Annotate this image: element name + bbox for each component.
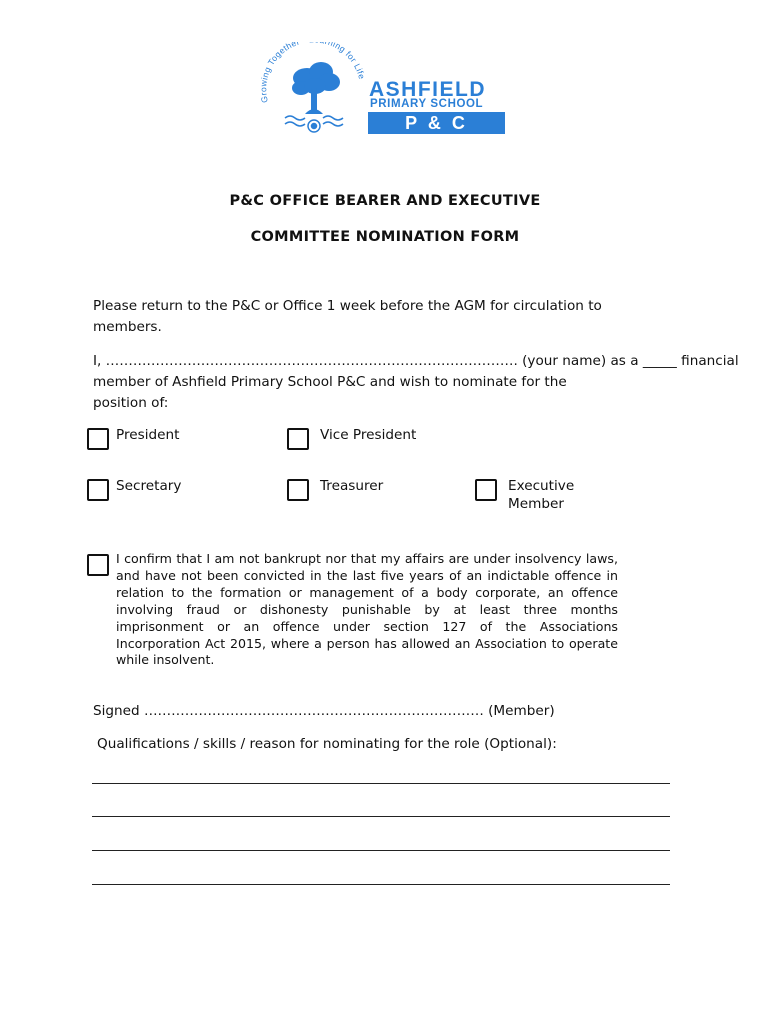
logo-arc-text: Growing Togethe ning for Life (258, 42, 368, 104)
qualifications-answer-line[interactable] (92, 816, 670, 817)
qualifications-answer-line[interactable] (92, 884, 670, 885)
executive-member-label-line2: Member (508, 496, 564, 512)
declaration-line1: I, ………………………………………………………………………………. (your name) as a _____ financial (93, 353, 739, 369)
confirmation-statement: I confirm that I am not bankrupt nor that my affairs are under insolvency laws, and have not been convicted in the last five years of an indictable offence in relation to the formation or management of a body corporate, an offence involving fraud or dishonesty punishable by at least three months imprisonment or an offence under section 127 of the Associations Incorporation Act 2015, where a person has allowed an Association to operate while insolvent. (116, 551, 618, 668)
qualifications-label: Qualifications / skills / reason for nominating for the role (Optional): (97, 736, 557, 752)
treasurer-checkbox[interactable] (287, 479, 309, 501)
executive-member-checkbox[interactable] (475, 479, 497, 501)
president-checkbox[interactable] (87, 428, 109, 450)
form-title-line1: P&C OFFICE BEARER AND EXECUTIVE (229, 193, 541, 209)
treasurer-label: Treasurer (320, 478, 384, 494)
instructions-line1: Please return to the P&C or Office 1 week before the AGM for circulation to (93, 298, 602, 314)
confirmation-checkbox[interactable] (87, 554, 109, 576)
school-name: ASHFIELD (369, 78, 486, 101)
vice-president-checkbox[interactable] (287, 428, 309, 450)
secretary-checkbox[interactable] (87, 479, 109, 501)
declaration-line2: member of Ashfield Primary School P&C and wish to nominate for the (93, 374, 567, 390)
executive-member-label-line1: Executive (508, 478, 575, 494)
signature-line: Signed ………………………………………………………………… (Member) (93, 703, 555, 719)
president-label: President (116, 427, 180, 443)
vice-president-label: Vice President (320, 427, 417, 443)
school-subtitle: PRIMARY SCHOOL (370, 98, 484, 110)
form-title-line2: COMMITTEE NOMINATION FORM (250, 229, 520, 245)
qualifications-answer-line[interactable] (92, 850, 670, 851)
secretary-label: Secretary (116, 478, 182, 494)
pc-badge: P & C (368, 112, 505, 134)
declaration-line3: position of: (93, 395, 169, 411)
instructions-line2: members. (93, 319, 162, 335)
qualifications-answer-line[interactable] (92, 783, 670, 784)
executive-member-label (508, 477, 574, 513)
